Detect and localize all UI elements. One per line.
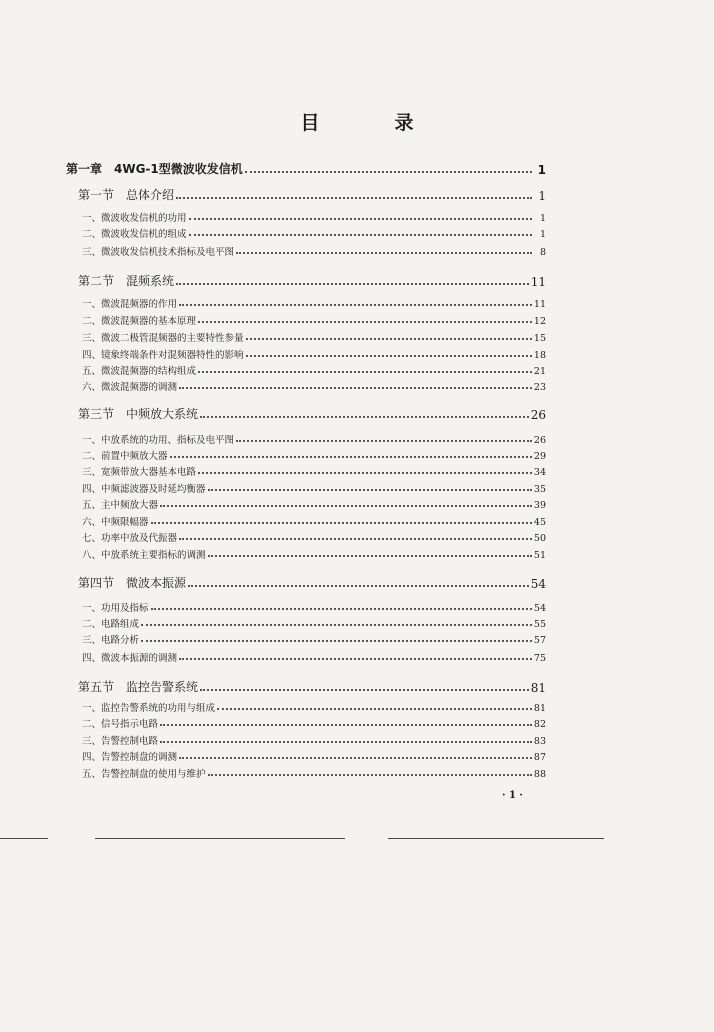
toc-entry-title: 六、中频限幅器 <box>82 517 149 528</box>
dot-leader <box>236 440 532 442</box>
toc-entry-title: 三、宽频带放大器基本电路 <box>82 467 197 478</box>
dot-leader <box>170 456 532 458</box>
dot-leader <box>245 171 532 173</box>
toc-item-row <box>82 379 546 393</box>
toc-item-row <box>82 514 546 528</box>
dot-leader <box>236 252 532 254</box>
dot-leader <box>189 218 532 220</box>
dot-leader <box>151 522 532 524</box>
toc-item-row <box>82 600 546 614</box>
toc-entry-title: 二、信号指示电路 <box>82 719 159 730</box>
toc-page-number: 87 <box>533 752 546 763</box>
toc-chapter-row <box>66 160 546 177</box>
toc-page-number: 21 <box>533 366 546 377</box>
toc-entry-title: 第三节 中频放大系统 <box>78 407 199 421</box>
toc-page-number: 34 <box>533 467 546 478</box>
toc-item-row <box>82 432 546 446</box>
toc-page-number: 26 <box>530 408 546 422</box>
dot-leader <box>246 355 532 357</box>
toc-entry-title: 第一节 总体介绍 <box>78 188 175 202</box>
toc-entry-title: 八、中放系统主要指标的调测 <box>82 550 206 561</box>
dot-leader <box>189 234 532 236</box>
toc-page-number: 82 <box>533 719 546 730</box>
toc-page-number: 1 <box>538 189 546 203</box>
toc-item-row <box>82 766 546 780</box>
toc-entry-title: 二、微波混频器的基本原理 <box>82 316 197 327</box>
dot-leader <box>141 640 532 642</box>
toc-entry-title: 第二节 混频系统 <box>78 274 175 288</box>
toc-entry-title: 五、主中频放大器 <box>82 500 159 511</box>
toc-page-number: 11 <box>533 299 546 310</box>
toc-page-number: 35 <box>533 484 546 495</box>
toc-page-number: 88 <box>533 769 546 780</box>
toc-page-number: 55 <box>533 619 546 630</box>
dot-leader <box>208 489 532 491</box>
toc-page-number: 81 <box>530 681 546 695</box>
toc-item-row <box>82 700 546 714</box>
toc-entry-title: 第四节 微波本振源 <box>78 576 187 590</box>
toc-item-row <box>82 244 546 258</box>
toc-entry-title: 三、告警控制电路 <box>82 736 159 747</box>
dot-leader <box>179 658 532 660</box>
scan-edge-line <box>95 838 345 839</box>
toc-item-row <box>82 347 546 361</box>
toc-item-row <box>82 313 546 327</box>
dot-leader <box>200 689 529 691</box>
toc-page-number: 54 <box>533 603 546 614</box>
toc-item-row <box>82 210 546 224</box>
toc-page-number: 1 <box>539 213 546 224</box>
toc-entry-title: 二、微波收发信机的组成 <box>82 229 187 240</box>
page-number: · 1 · <box>502 790 523 801</box>
toc-entry-title: 一、中放系统的功用、指标及电平图 <box>82 435 235 446</box>
toc-item-row <box>82 749 546 763</box>
toc-section-row <box>78 678 546 695</box>
toc-page-number: 54 <box>530 577 546 591</box>
toc-page-number: 11 <box>530 275 546 289</box>
toc-entry-title: 二、前置中频放大器 <box>82 451 168 462</box>
toc-item-row <box>82 716 546 730</box>
toc-entry-title: 第一章 4WG-1型微波收发信机 <box>66 162 243 176</box>
toc-item-row <box>82 296 546 310</box>
dot-leader <box>179 304 532 306</box>
toc-item-row <box>82 448 546 462</box>
toc-item-row <box>82 330 546 344</box>
toc-item-row <box>82 650 546 664</box>
dot-leader <box>179 757 532 759</box>
toc-entry-title: 二、电路组成 <box>82 619 140 630</box>
dot-leader <box>198 321 532 323</box>
toc-entry-title: 一、监控告警系统的功用与组成 <box>82 703 216 714</box>
scan-edge-line <box>388 838 604 839</box>
toc-entry-title: 一、微波收发信机的功用 <box>82 213 187 224</box>
toc-entry-title: 第五节 监控告警系统 <box>78 680 199 694</box>
dot-leader <box>179 538 532 540</box>
dot-leader <box>198 371 532 373</box>
toc-page-number: 12 <box>533 316 546 327</box>
toc-page-number: 1 <box>539 229 546 240</box>
toc-section-row <box>78 574 546 591</box>
dot-leader <box>176 197 532 199</box>
dot-leader <box>246 338 532 340</box>
toc-entry-title: 一、功用及指标 <box>82 603 149 614</box>
dot-leader <box>217 708 532 710</box>
toc-page-number: 39 <box>533 500 546 511</box>
dot-leader <box>160 724 532 726</box>
dot-leader <box>160 741 532 743</box>
scan-edge-line <box>0 838 48 839</box>
dot-leader <box>208 555 532 557</box>
toc-page-number: 23 <box>533 382 546 393</box>
toc-page-number: 1 <box>537 163 546 177</box>
toc-page-number: 51 <box>533 550 546 561</box>
toc-item-row <box>82 733 546 747</box>
toc-page-number: 15 <box>533 333 546 344</box>
dot-leader <box>198 472 532 474</box>
toc-page-number: 50 <box>533 533 546 544</box>
dot-leader <box>141 624 532 626</box>
toc-item-row <box>82 481 546 495</box>
toc-page-number: 81 <box>533 703 546 714</box>
toc-page-number: 29 <box>533 451 546 462</box>
toc-item-row <box>82 464 546 478</box>
toc-item-row <box>82 226 546 240</box>
dot-leader <box>208 774 532 776</box>
toc-entry-title: 四、镜象终端条件对混频器特性的影响 <box>82 350 244 361</box>
toc-page-number: 75 <box>533 653 546 664</box>
toc-item-row <box>82 632 546 646</box>
toc-page-number: 8 <box>539 247 546 258</box>
dot-leader <box>176 283 529 285</box>
toc-section-row <box>78 272 546 289</box>
dot-leader <box>200 416 529 418</box>
toc-page-number: 26 <box>533 435 546 446</box>
toc-item-row <box>82 363 546 377</box>
toc-entry-title: 三、微波二极管混频器的主要特性参量 <box>82 333 244 344</box>
toc-section-row <box>78 405 546 422</box>
toc-entry-title: 五、微波混频器的结构组成 <box>82 366 197 377</box>
dot-leader <box>151 608 532 610</box>
toc-page-number: 18 <box>533 350 546 361</box>
toc-entry-title: 四、告警控制盘的调测 <box>82 752 178 763</box>
toc-entry-title: 一、微波混频器的作用 <box>82 299 178 310</box>
page-title: 目 录 <box>300 112 442 134</box>
toc-page-number: 45 <box>533 517 546 528</box>
dot-leader <box>188 585 529 587</box>
toc-item-row <box>82 616 546 630</box>
toc-entry-title: 六、微波混频器的调测 <box>82 382 178 393</box>
toc-entry-title: 五、告警控制盘的使用与维护 <box>82 769 206 780</box>
toc-page-number: 57 <box>533 635 546 646</box>
toc-item-row <box>82 547 546 561</box>
toc-entry-title: 三、微波收发信机技术指标及电平图 <box>82 247 235 258</box>
toc-item-row <box>82 497 546 511</box>
toc-entry-title: 四、中频滤波器及时延均衡器 <box>82 484 206 495</box>
toc-entry-title: 七、功率中放及代振器 <box>82 533 178 544</box>
dot-leader <box>160 505 532 507</box>
toc-entry-title: 三、电路分析 <box>82 635 140 646</box>
toc-item-row <box>82 530 546 544</box>
toc-entry-title: 四、微波本振源的调测 <box>82 653 178 664</box>
toc-section-row <box>78 186 546 203</box>
toc-page-number: 83 <box>533 736 546 747</box>
dot-leader <box>179 387 532 389</box>
